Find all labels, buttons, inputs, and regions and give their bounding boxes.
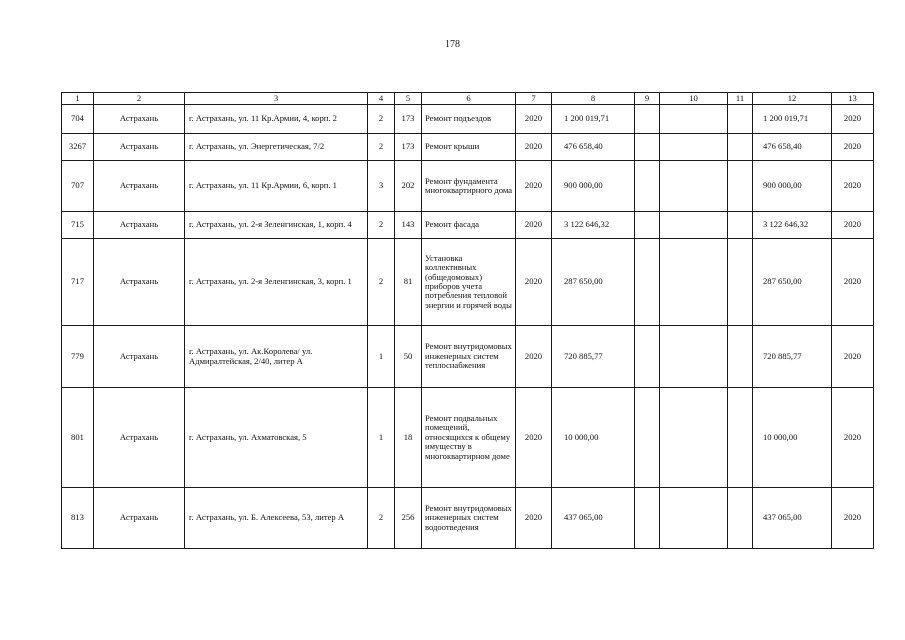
col4-cell: 2 [368,239,395,326]
col9-cell [635,239,660,326]
col5-cell: 18 [395,388,422,488]
year-cell: 2020 [516,134,552,161]
city-cell: Астрахань [94,326,185,388]
total-cell: 3 122 646,32 [753,212,832,239]
row-id-cell: 801 [62,388,94,488]
col11-cell [728,161,753,212]
end-year-cell: 2020 [832,239,874,326]
table-row [62,239,874,326]
col9-cell [635,388,660,488]
cost-cell: 1 200 019,71 [552,105,635,134]
address-cell: г. Астрахань, ул. Ак.Королева/ ул. Адмиралтейская, 2/40, литер А [185,326,368,388]
column-number-row [62,93,874,105]
row-id-cell: 715 [62,212,94,239]
col11-cell [728,105,753,134]
work-type-cell: Установка коллективных (общедомовых) приборов учета потребления тепловой энергии и горячей воды [422,239,516,326]
column-header: 6 [422,93,516,105]
work-type-cell: Ремонт фасада [422,212,516,239]
col10-cell [660,161,728,212]
col9-cell [635,488,660,549]
column-header: 4 [368,93,395,105]
end-year-cell: 2020 [832,212,874,239]
cost-cell: 476 658,40 [552,134,635,161]
row-id-cell: 707 [62,161,94,212]
table-row [62,105,874,134]
total-cell: 287 650,00 [753,239,832,326]
cost-cell: 287 650,00 [552,239,635,326]
end-year-cell: 2020 [832,105,874,134]
col11-cell [728,388,753,488]
col11-cell [728,212,753,239]
col5-cell: 143 [395,212,422,239]
end-year-cell: 2020 [832,161,874,212]
year-cell: 2020 [516,326,552,388]
work-type-cell: Ремонт крыши [422,134,516,161]
work-type-cell: Ремонт подвальных помещений, относящихся к общему имуществу в многоквартирном доме [422,388,516,488]
city-cell: Астрахань [94,105,185,134]
table-row [62,388,874,488]
col4-cell: 2 [368,212,395,239]
col9-cell [635,212,660,239]
col4-cell: 2 [368,488,395,549]
column-header: 11 [728,93,753,105]
col5-cell: 173 [395,134,422,161]
col5-cell: 81 [395,239,422,326]
col11-cell [728,326,753,388]
city-cell: Астрахань [94,161,185,212]
col4-cell: 3 [368,161,395,212]
total-cell: 10 000,00 [753,388,832,488]
col5-cell: 202 [395,161,422,212]
col9-cell [635,326,660,388]
table-row [62,212,874,239]
table-row [62,134,874,161]
col10-cell [660,134,728,161]
column-header: 12 [753,93,832,105]
col9-cell [635,105,660,134]
column-header: 2 [94,93,185,105]
table-row [62,488,874,549]
column-header: 9 [635,93,660,105]
end-year-cell: 2020 [832,488,874,549]
cost-cell: 437 065,00 [552,488,635,549]
total-cell: 476 658,40 [753,134,832,161]
column-header: 7 [516,93,552,105]
end-year-cell: 2020 [832,326,874,388]
col9-cell [635,134,660,161]
cost-cell: 720 885,77 [552,326,635,388]
table-row [62,326,874,388]
col11-cell [728,134,753,161]
end-year-cell: 2020 [832,134,874,161]
row-id-cell: 717 [62,239,94,326]
city-cell: Астрахань [94,134,185,161]
end-year-cell: 2020 [832,388,874,488]
row-id-cell: 813 [62,488,94,549]
work-type-cell: Ремонт внутридомовых инженерных систем водоотведения [422,488,516,549]
col9-cell [635,161,660,212]
col5-cell: 173 [395,105,422,134]
address-cell: г. Астрахань, ул. Б. Алексеева, 53, литер А [185,488,368,549]
repair-register-table [61,92,874,549]
row-id-cell: 704 [62,105,94,134]
work-type-cell: Ремонт фундамента многоквартирного дома [422,161,516,212]
address-cell: г. Астрахань, ул. 11 Кр.Армии, 6, корп. 1 [185,161,368,212]
table-row [62,161,874,212]
col5-cell: 256 [395,488,422,549]
address-cell: г. Астрахань, ул. 2-я Зеленгинская, 1, корп. 4 [185,212,368,239]
col10-cell [660,212,728,239]
address-cell: г. Астрахань, ул. 11 Кр.Армии, 4, корп. 2 [185,105,368,134]
address-cell: г. Астрахань, ул. 2-я Зеленгинская, 3, корп. 1 [185,239,368,326]
total-cell: 900 000,00 [753,161,832,212]
city-cell: Астрахань [94,212,185,239]
col10-cell [660,388,728,488]
col11-cell [728,488,753,549]
year-cell: 2020 [516,239,552,326]
cost-cell: 10 000,00 [552,388,635,488]
row-id-cell: 3267 [62,134,94,161]
city-cell: Астрахань [94,388,185,488]
total-cell: 1 200 019,71 [753,105,832,134]
col10-cell [660,105,728,134]
year-cell: 2020 [516,212,552,239]
col11-cell [728,239,753,326]
year-cell: 2020 [516,161,552,212]
col10-cell [660,239,728,326]
col4-cell: 1 [368,388,395,488]
cost-cell: 900 000,00 [552,161,635,212]
col10-cell [660,488,728,549]
work-type-cell: Ремонт подъездов [422,105,516,134]
year-cell: 2020 [516,388,552,488]
col10-cell [660,326,728,388]
page-number: 178 [445,39,460,50]
cost-cell: 3 122 646,32 [552,212,635,239]
total-cell: 720 885,77 [753,326,832,388]
year-cell: 2020 [516,488,552,549]
year-cell: 2020 [516,105,552,134]
address-cell: г. Астрахань, ул. Ахматовская, 5 [185,388,368,488]
total-cell: 437 065,00 [753,488,832,549]
row-id-cell: 779 [62,326,94,388]
city-cell: Астрахань [94,488,185,549]
column-header: 10 [660,93,728,105]
address-cell: г. Астрахань, ул. Энергетическая, 7/2 [185,134,368,161]
column-header: 1 [62,93,94,105]
column-header: 13 [832,93,874,105]
col4-cell: 1 [368,326,395,388]
col5-cell: 50 [395,326,422,388]
column-header: 8 [552,93,635,105]
col4-cell: 2 [368,134,395,161]
work-type-cell: Ремонт внутридомовых инженерных систем теплоснабжения [422,326,516,388]
column-header: 5 [395,93,422,105]
column-header: 3 [185,93,368,105]
city-cell: Астрахань [94,239,185,326]
col4-cell: 2 [368,105,395,134]
